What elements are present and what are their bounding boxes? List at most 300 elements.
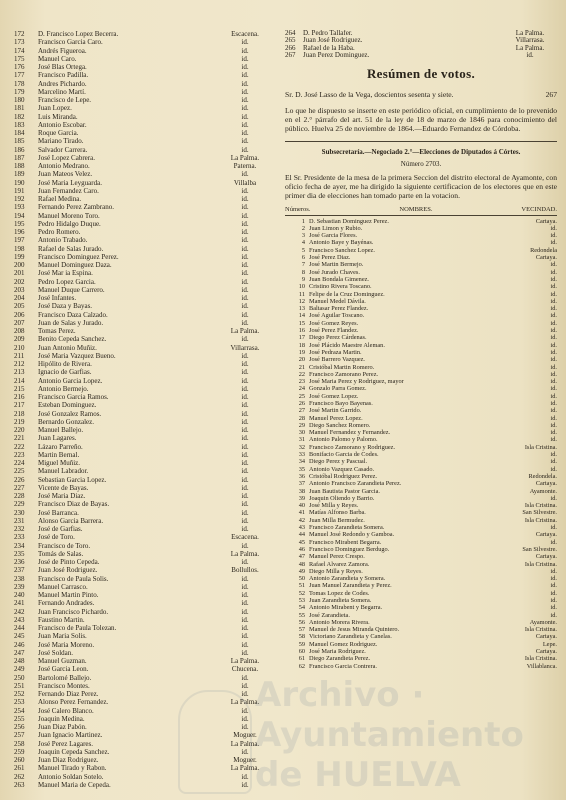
voter-row <box>285 436 557 443</box>
entry-number: 215 <box>14 384 25 393</box>
entry-name: Manuel Carrasco. <box>38 582 88 591</box>
entry-number: 24 <box>298 385 305 393</box>
entry-town: id. <box>550 392 557 400</box>
list-item <box>14 550 269 558</box>
entry-name: D. Sebastian Dominguez Perez. <box>309 217 389 225</box>
voter-row <box>285 225 557 232</box>
right-column <box>285 30 557 670</box>
entry-name: Bartolomé Ballejo. <box>38 673 92 682</box>
list-item <box>14 220 269 228</box>
entry-number: 207 <box>14 318 25 327</box>
entry-number: 62 <box>298 662 305 670</box>
voter-row <box>285 561 557 568</box>
entry-name: Tomas Lopez de Codes. <box>309 589 370 597</box>
entry-number: 56 <box>298 618 305 626</box>
entry-number: 221 <box>14 434 25 443</box>
list-item <box>14 599 269 607</box>
entry-name: Salvador Carrera. <box>38 145 88 154</box>
list-item <box>14 608 269 616</box>
resumen-paragraph: Lo que he dispuesto se inserte en este periódico oficial, en cumplimiento de lo prevenido en el 2.° párrafo del art. 51 de la ley de 18 de marzo de 1846 para conocimiento del público. Huelva 25 de noviembre de 1864.—Eduardo Fernandez de Córdoba. <box>285 105 557 133</box>
entry-number: 49 <box>298 567 305 575</box>
list-item <box>14 632 269 640</box>
list-item <box>14 302 269 310</box>
entry-number: 253 <box>14 698 25 707</box>
entry-town: id. <box>241 475 249 484</box>
list-item <box>14 55 269 63</box>
entry-name: Manuel de Jesus Miranda Quintero. <box>309 626 400 634</box>
entry-number: 200 <box>14 261 25 269</box>
entry-town: id. <box>241 285 249 294</box>
voter-row <box>285 633 557 640</box>
entry-number: 239 <box>14 582 25 591</box>
entry-name: José Daza y Bayas. <box>38 302 93 311</box>
entry-number: 208 <box>14 327 25 335</box>
entry-town: id. <box>550 363 557 371</box>
entry-number: 6 <box>301 254 305 262</box>
voter-row <box>285 385 557 392</box>
entry-number: 194 <box>14 211 25 220</box>
list-item <box>14 649 269 657</box>
entry-number: 16 <box>298 327 305 335</box>
voter-row <box>285 320 557 327</box>
entry-number: 240 <box>14 591 25 599</box>
entry-town: id. <box>550 356 557 364</box>
list-item <box>14 162 269 170</box>
entry-town: id. <box>241 673 249 682</box>
entry-town: id. <box>241 434 249 443</box>
entry-number: 33 <box>298 451 305 459</box>
entry-name: Juan José Rodriguez. <box>303 37 363 45</box>
entry-number: 4 <box>301 239 305 247</box>
entry-town: id. <box>241 714 249 723</box>
entry-town: id. <box>241 87 249 96</box>
entry-number: 222 <box>14 442 25 451</box>
entry-name: Manuel Labrador. <box>38 467 89 476</box>
entry-number: 196 <box>14 228 25 236</box>
entry-number: 61 <box>298 655 305 663</box>
entry-number: 201 <box>14 269 25 278</box>
entry-number: 51 <box>298 582 305 590</box>
list-item <box>14 657 269 665</box>
list-item <box>14 459 269 467</box>
entry-number: 234 <box>14 541 25 550</box>
entry-name: José de Toro. <box>38 533 75 542</box>
entry-number: 202 <box>14 277 25 286</box>
voter-row <box>285 502 557 509</box>
entry-name: José Maria Leyguarda. <box>38 178 102 187</box>
entry-name: Tomas Perez. <box>38 327 76 335</box>
voter-row <box>285 261 557 268</box>
list-item <box>14 426 269 434</box>
entry-town: id. <box>241 459 249 467</box>
entry-number: 262 <box>14 772 25 781</box>
list-item <box>14 146 269 154</box>
entry-town: id. <box>241 46 249 55</box>
list-item <box>14 104 269 112</box>
entry-town: id. <box>241 747 249 756</box>
entry-number: 245 <box>14 632 25 641</box>
voter-row <box>285 254 557 261</box>
entry-name: Manuel Moreno Toro. <box>38 211 100 220</box>
list-item <box>14 236 269 244</box>
entry-number: 197 <box>14 236 25 245</box>
entry-number: 214 <box>14 376 25 385</box>
entry-town: id. <box>550 538 557 546</box>
entry-name: Ignacio de Garfias. <box>38 368 92 377</box>
entry-name: José Martin Bermejo. <box>309 261 364 269</box>
entry-name: Matías Alfonso Barba. <box>309 509 366 517</box>
list-item <box>14 641 269 649</box>
entry-name: Juan Antonio Muñiz. <box>38 343 97 352</box>
entry-town: id. <box>241 450 249 459</box>
entry-number: 17 <box>298 334 305 342</box>
entry-name: Rafael Medina. <box>38 195 82 203</box>
entry-number: 263 <box>14 780 25 789</box>
entry-number: 28 <box>298 414 305 422</box>
entry-town: id. <box>241 599 249 608</box>
entry-name: Manuel Dominguez Daza. <box>38 261 112 269</box>
entry-town: id. <box>241 492 249 500</box>
entry-town: id. <box>241 228 249 236</box>
entry-name: José Maria Moreno. <box>38 640 95 649</box>
voter-row <box>285 378 557 385</box>
list-item <box>14 591 269 599</box>
entry-name: Juan Lagares. <box>38 434 77 443</box>
entry-town: id. <box>241 681 249 690</box>
entry-name: Antonio Escobar. <box>38 120 87 129</box>
entry-town: Isla Cristina. <box>524 560 557 568</box>
entry-number: 228 <box>14 492 25 500</box>
entry-town: id. <box>241 607 249 616</box>
list-item <box>14 113 269 121</box>
section-paragraph: El Sr. Presidente de la mesa de la primera Seccion del distrito electoral de Ayamonte, con oficio fecha de ayer, me ha dirigido la siguiente certificacion de los electores que en este primer dia de elecciones han tomado parte en la votacion. <box>285 172 557 200</box>
voter-row <box>285 575 557 582</box>
entry-town: id. <box>550 283 557 291</box>
entry-town: id. <box>241 706 249 715</box>
entry-town: id. <box>550 319 557 327</box>
entry-name: Francisco de Lepe. <box>38 96 92 104</box>
entry-name: Andres Pichardo. <box>38 79 87 88</box>
entry-number: 180 <box>14 96 25 104</box>
entry-town: id. <box>550 232 557 240</box>
entry-town: La Palma. <box>515 44 545 52</box>
entry-number: 265 <box>285 37 296 45</box>
entry-name: Diego Perez y Pascual. <box>309 458 368 466</box>
entry-town: id. <box>241 690 249 698</box>
voter-row <box>285 305 557 312</box>
entry-name: José de Pinto Cepeda. <box>38 558 100 566</box>
entry-name: Juan Milla Bermudez. <box>309 516 365 524</box>
entry-name: Francisco Diaz de Bayas. <box>38 500 110 509</box>
entry-name: Juan Limon y Rubio. <box>309 224 363 232</box>
entry-number: 183 <box>14 120 25 129</box>
entry-number: 267 <box>285 52 296 60</box>
list-item <box>14 492 269 500</box>
entry-town: id. <box>550 436 557 444</box>
entry-town: id. <box>241 640 249 649</box>
entry-town: id. <box>241 417 249 426</box>
entry-name: Sebastian Garcia Lopez. <box>38 475 107 484</box>
list-item <box>14 443 269 451</box>
entry-number: 226 <box>14 475 25 484</box>
voter-row <box>285 291 557 298</box>
entry-name: José Calero Blanco. <box>38 706 94 715</box>
entry-town: id. <box>241 409 249 418</box>
entry-town: Cartaya. <box>535 531 557 539</box>
entry-town: id. <box>241 508 249 517</box>
entry-number: 54 <box>298 604 305 612</box>
entry-town: Isla Cristina. <box>524 516 557 524</box>
entry-number: 264 <box>285 30 296 37</box>
voter-row <box>285 531 557 538</box>
entry-name: Juan Diaz Pabón. <box>38 723 87 731</box>
list-item <box>14 393 269 401</box>
entry-town: id. <box>241 252 249 261</box>
entry-name: Diego Zarandieta Perez. <box>309 655 371 663</box>
entry-name: José Jurado Chaves. <box>309 268 360 276</box>
list-item <box>14 674 269 682</box>
entry-town: id. <box>241 104 249 113</box>
list-item <box>14 278 269 286</box>
list-item <box>14 154 269 162</box>
header-vecindad: VECINDAD. <box>521 205 557 213</box>
entry-name: Rafael Alvarez Zamora. <box>309 560 370 568</box>
entry-number: 231 <box>14 516 25 525</box>
voter-row <box>285 509 557 516</box>
entry-name: José Milla y Reyes. <box>309 502 359 510</box>
voter-row <box>285 641 557 648</box>
entry-number: 20 <box>298 356 305 364</box>
elector-list-continued <box>14 30 269 789</box>
entry-name: Bonifacio Garcia de Codes. <box>309 451 379 459</box>
entry-town: La Palma. <box>230 327 260 335</box>
entry-number: 37 <box>298 480 305 488</box>
list-item <box>14 509 269 517</box>
entry-number: 204 <box>14 294 25 302</box>
entry-number: 210 <box>14 343 25 352</box>
entry-town: id. <box>550 451 557 459</box>
entry-number: 195 <box>14 219 25 228</box>
entry-number: 12 <box>298 297 305 305</box>
list-item <box>14 517 269 525</box>
entry-name: Manuel Caro. <box>38 54 77 63</box>
list-item <box>14 665 269 673</box>
list-item <box>14 583 269 591</box>
entry-number: 47 <box>298 553 305 561</box>
entry-town: id. <box>550 239 557 247</box>
entry-name: Manuel Ballejo. <box>38 426 84 434</box>
list-item <box>14 682 269 690</box>
entry-town: id. <box>241 360 249 368</box>
entry-town: id. <box>550 334 557 342</box>
entry-name: Juan Manuel Zarandieta y Perez. <box>309 582 392 590</box>
entry-town: id. <box>526 52 534 60</box>
voter-row <box>285 663 557 670</box>
entry-town: Redondela <box>530 246 557 254</box>
entry-town: id. <box>550 611 557 619</box>
list-item <box>14 484 269 492</box>
list-item <box>14 137 269 145</box>
list-item <box>14 476 269 484</box>
entry-town: id. <box>550 604 557 612</box>
entry-town: id. <box>241 426 249 434</box>
entry-name: Felipe de la Cruz Dominguez. <box>309 290 385 298</box>
entry-town: Isla Cristina. <box>524 502 557 510</box>
entry-name: Juan Fernandez Caro. <box>38 186 99 195</box>
entry-number: 5 <box>301 246 305 254</box>
entry-town: Isla Cristina. <box>524 626 557 634</box>
entry-town: id. <box>241 318 249 327</box>
entry-number: 211 <box>14 351 25 360</box>
entry-name: Manuel Maria de Cepeda. <box>38 780 111 789</box>
entry-town: id. <box>241 54 249 63</box>
entry-name: Antonio Bermejo. <box>38 384 89 393</box>
entry-number: 235 <box>14 549 25 558</box>
list-item <box>14 377 269 385</box>
voter-row <box>285 568 557 575</box>
entry-town: id. <box>241 401 249 410</box>
entry-name: Pedro Romero. <box>38 228 81 236</box>
list-item <box>14 319 269 327</box>
entry-town: id. <box>550 348 557 356</box>
entry-name: José Blas Ortega. <box>38 63 87 71</box>
entry-name: Francisco Dominguez Perez. <box>38 252 119 261</box>
entry-name: José Lopez Cabrera. <box>38 153 95 162</box>
list-item <box>14 533 269 541</box>
voter-row <box>285 604 557 611</box>
voter-row <box>285 298 557 305</box>
entry-number: 15 <box>298 319 305 327</box>
list-item <box>14 228 269 236</box>
entry-town: id. <box>241 516 249 525</box>
voter-row <box>285 334 557 341</box>
entry-name: Manuel Guzman. <box>38 657 87 665</box>
entry-town: id. <box>241 384 249 393</box>
entry-town: id. <box>241 632 249 641</box>
entry-town: id. <box>241 145 249 154</box>
entry-name: Baltasar Perez Flandez. <box>309 305 369 313</box>
entry-number: 43 <box>298 524 305 532</box>
entry-name: Alonso Garcia Barrera. <box>38 516 104 525</box>
entry-number: 186 <box>14 145 25 154</box>
entry-name: José Garcia Leon. <box>38 665 89 674</box>
entry-number: 27 <box>298 407 305 415</box>
entry-name: Francisco Bayo Bayenas. <box>309 399 373 407</box>
entry-number: 206 <box>14 310 25 319</box>
entry-town: Cartaya. <box>535 480 557 488</box>
entry-number: 41 <box>298 509 305 517</box>
entry-town: id. <box>550 370 557 378</box>
entry-name: Faustino Martin. <box>38 615 85 624</box>
voter-row <box>285 342 557 349</box>
entry-town: Escacena. <box>231 30 259 38</box>
list-item <box>14 575 269 583</box>
entry-town: id. <box>550 429 557 437</box>
entry-number: 255 <box>14 714 25 723</box>
voter-row <box>285 488 557 495</box>
entry-number: 193 <box>14 203 25 212</box>
entry-name: José Maria Perez y Rodriguez, mayor <box>309 378 404 386</box>
entry-town: id. <box>241 582 249 591</box>
entry-number: 178 <box>14 79 25 88</box>
entry-town: id. <box>550 524 557 532</box>
entry-town: Villalba <box>233 178 257 187</box>
entry-number: 175 <box>14 54 25 63</box>
entry-number: 46 <box>298 545 305 553</box>
entry-name: Antonio Francisco Zarandieta Perez. <box>309 480 402 488</box>
entry-name: Francisco de Toro. <box>38 541 91 550</box>
entry-town: id. <box>550 275 557 283</box>
list-item <box>14 38 269 46</box>
entry-name: Francisco Garcia Ramos. <box>38 393 109 401</box>
entry-number: 19 <box>298 348 305 356</box>
voter-row <box>285 619 557 626</box>
entry-number: 29 <box>298 421 305 429</box>
entry-number: 236 <box>14 558 25 566</box>
table-header <box>285 206 557 216</box>
list-item <box>14 327 269 335</box>
entry-name: D. Pedro Tallafer. <box>303 30 353 37</box>
entry-number: 266 <box>285 44 296 52</box>
list-item <box>14 212 269 220</box>
entry-number: 244 <box>14 624 25 632</box>
entry-number: 9 <box>301 275 305 283</box>
entry-name: D. Francisco Lopez Becerra. <box>38 30 119 38</box>
voter-row <box>285 312 557 319</box>
entry-town: id. <box>241 277 249 286</box>
entry-number: 50 <box>298 575 305 583</box>
entry-number: 230 <box>14 508 25 517</box>
entry-name: Tomás de Salas. <box>38 549 84 558</box>
entry-number: 25 <box>298 392 305 400</box>
entry-number: 59 <box>298 640 305 648</box>
entry-town: San Silvestre. <box>522 509 557 517</box>
entry-town: Villarrasa. <box>230 343 260 352</box>
entry-name: Francisco de Paula Solis. <box>38 574 109 583</box>
voter-row <box>285 356 557 363</box>
entry-number: 232 <box>14 525 25 533</box>
entry-number: 31 <box>298 436 305 444</box>
entry-name: Francisco Daza Calzado. <box>38 310 108 319</box>
entry-town: id. <box>241 648 249 657</box>
entry-town: id. <box>550 297 557 305</box>
entry-town: id. <box>550 261 557 269</box>
entry-number: 44 <box>298 531 305 539</box>
voter-row <box>285 393 557 400</box>
list-item <box>14 71 269 79</box>
voter-row <box>285 218 557 225</box>
list-item <box>14 203 269 211</box>
entry-town: id. <box>550 327 557 335</box>
resumen-count: 267 <box>545 89 557 99</box>
resumen-line <box>285 90 557 99</box>
section-divider <box>285 141 557 142</box>
entry-name: Andrés Figueroa. <box>38 46 87 55</box>
entry-number: 14 <box>298 312 305 320</box>
entry-town: La Palma. <box>230 764 260 773</box>
voter-list <box>285 218 557 670</box>
entry-town: La Palma. <box>515 30 545 37</box>
entry-name: Francisco Padilla. <box>38 71 89 80</box>
entry-town: id. <box>241 137 249 146</box>
entry-number: 242 <box>14 607 25 616</box>
entry-town: id. <box>241 71 249 80</box>
list-item <box>14 624 269 632</box>
voter-row <box>285 582 557 589</box>
list-item <box>14 261 269 269</box>
entry-town: id. <box>550 421 557 429</box>
entry-town: Cartaya. <box>535 217 557 225</box>
